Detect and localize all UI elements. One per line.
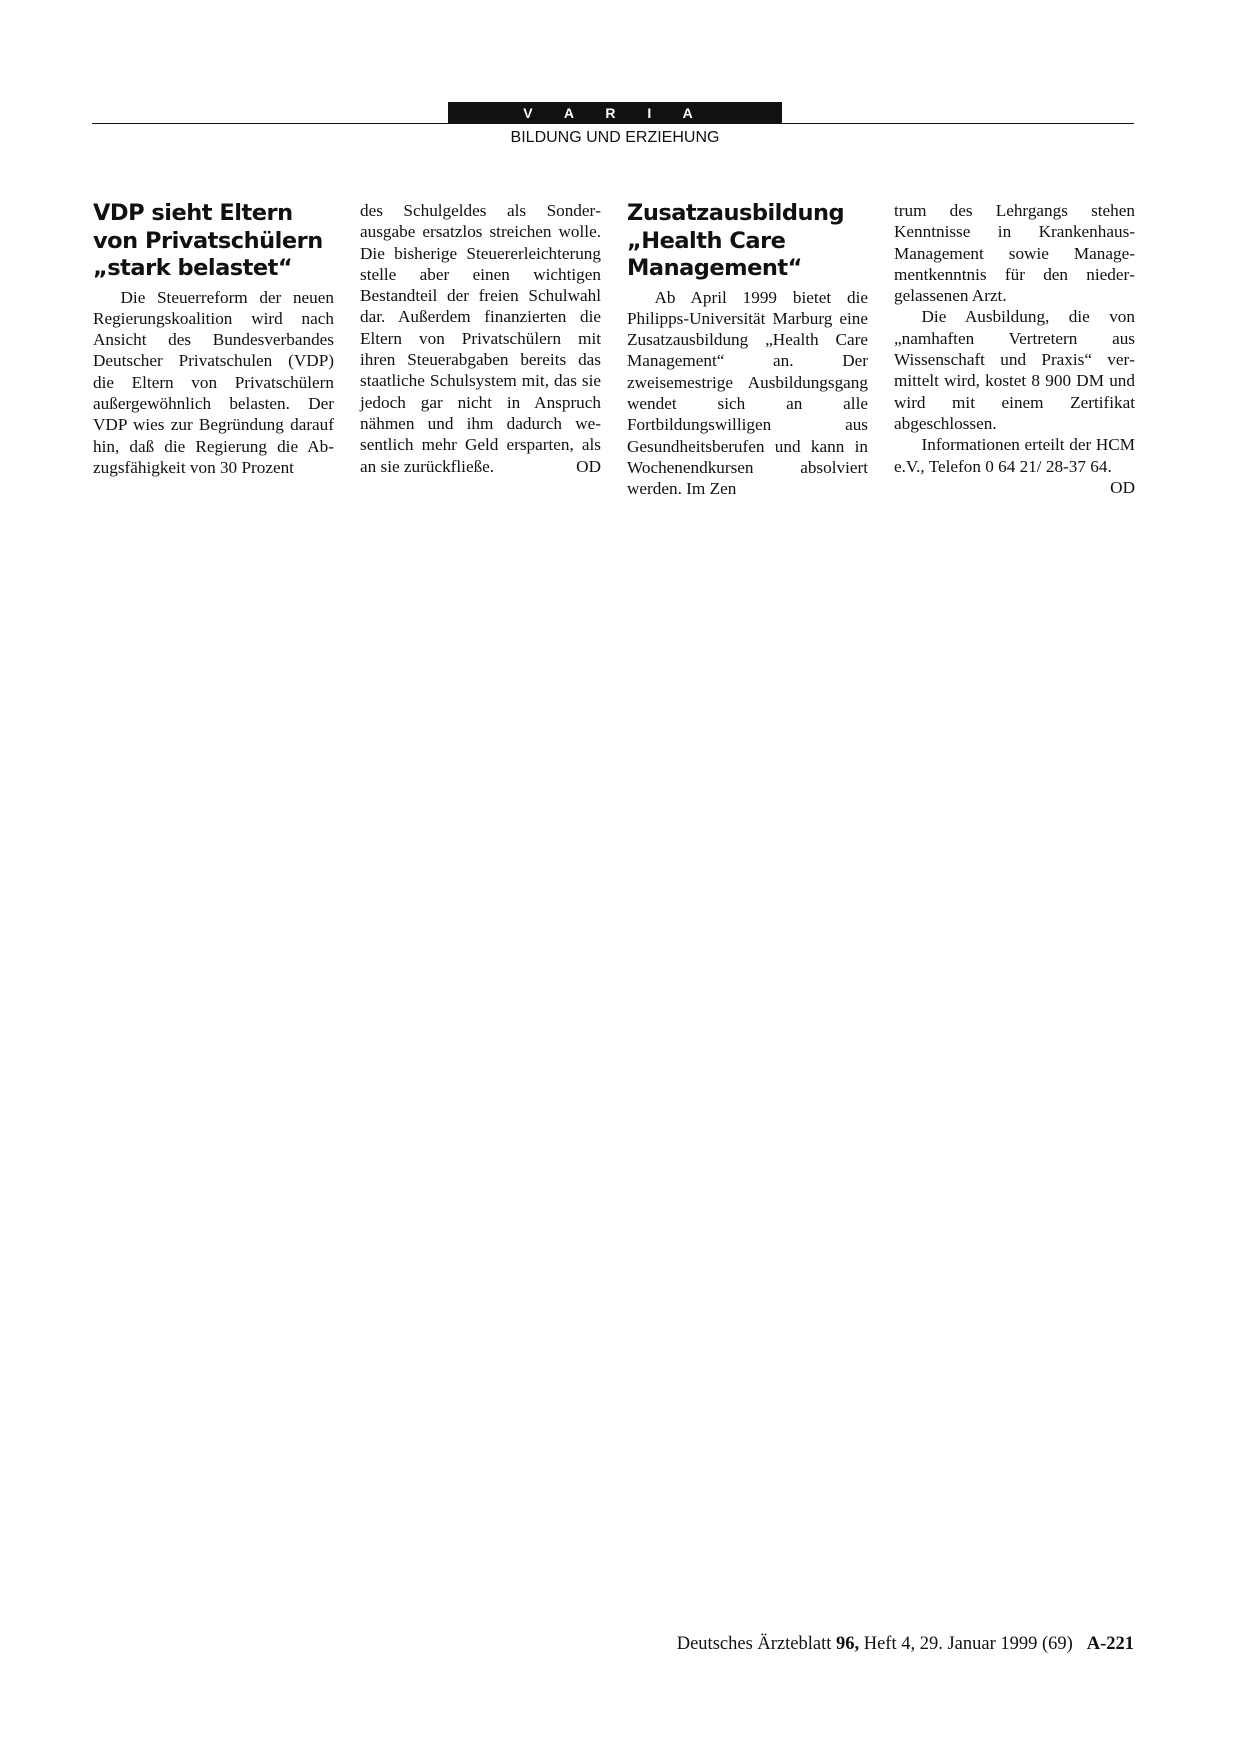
article1-text-2 bbox=[360, 200, 601, 477]
article2-paragraph-2: Die Ausbildung, die von „namhaften Vertretern aus Wissenschaft und Praxis“ vermittelt wird, kostet 8 900 DM und wird mit einem Zertifikat abgeschlossen. bbox=[894, 307, 1135, 433]
article1-column-2 bbox=[360, 200, 601, 477]
footer-page-number: A-221 bbox=[1086, 1634, 1134, 1654]
article1-text-2-body: des Schulgeldes als Sonderausgabe ersatzlos streichen wolle. Die bisherige Steuererleichterung stelle aber einen wichtigen Bestandteil der freien Schulwahl dar. Außerdem finanzierten die Eltern von Privatschülern mit ihren Steuerabgaben bereits das staatliche Schulsystem mit, das sie jedoch gar nicht in Anspruch nähmen und ihm dadurch wesentlich mehr Geld ersparten, als an sie zurückfließe. bbox=[360, 201, 601, 476]
article2-signature: OD bbox=[1110, 477, 1135, 497]
article1-signature: OD bbox=[576, 456, 601, 476]
article2-headline: Zusatzausbildung „Health Care Management“ bbox=[627, 200, 845, 281]
article1-column-1 bbox=[93, 200, 334, 478]
page-footer bbox=[677, 1634, 1134, 1655]
varia-band: V A R I A bbox=[448, 102, 782, 124]
article2-paragraph-3-body: Informationen erteilt der HCM e.V., Telefon 0 64 21/ 28-37 64. bbox=[894, 435, 1135, 476]
article1-text-1: Die Steuerreform der neuen Regierungskoalition wird nach Ansicht des Bundesverbandes Deutscher Privatschulen (VDP) die Eltern von Privatschülern außergewöhnlich belasten. Der VDP wies zur Begründung darauf hin, daß die Regierung die Abzugsfähigkeit von 30 Prozent bbox=[93, 287, 334, 477]
section-label: BILDUNG UND ERZIEHUNG bbox=[510, 129, 720, 146]
article2-column-2 bbox=[894, 200, 1135, 498]
footer-journal: Deutsches Ärzteblatt bbox=[676, 1634, 832, 1654]
article2-column-1 bbox=[627, 200, 868, 499]
article2-paragraph-1: trum des Lehrgangs stehen Kenntnisse in Krankenhaus-Management sowie Managementkenntnis für den niedergelassenen Arzt. bbox=[894, 201, 1135, 306]
article1-headline: VDP sieht Eltern von Privatschülern „stark belastet“ bbox=[93, 200, 323, 281]
footer-volume: 96, bbox=[835, 1634, 860, 1654]
article2-paragraph-3 bbox=[894, 434, 1135, 497]
article2-text-1: Ab April 1999 bietet die Philipps-Universität Marburg eine Zusatzausbildung „Health Care Management“ an. Der zweisemestrige Ausbildungsgang wendet sich an alle Fortbildungswilligen aus Gesundheitsberufen und kann in Wochenendkursen absolviert werden. Im Zen bbox=[627, 287, 868, 499]
footer-issue: Heft 4, 29. Januar 1999 (69) bbox=[863, 1634, 1073, 1654]
